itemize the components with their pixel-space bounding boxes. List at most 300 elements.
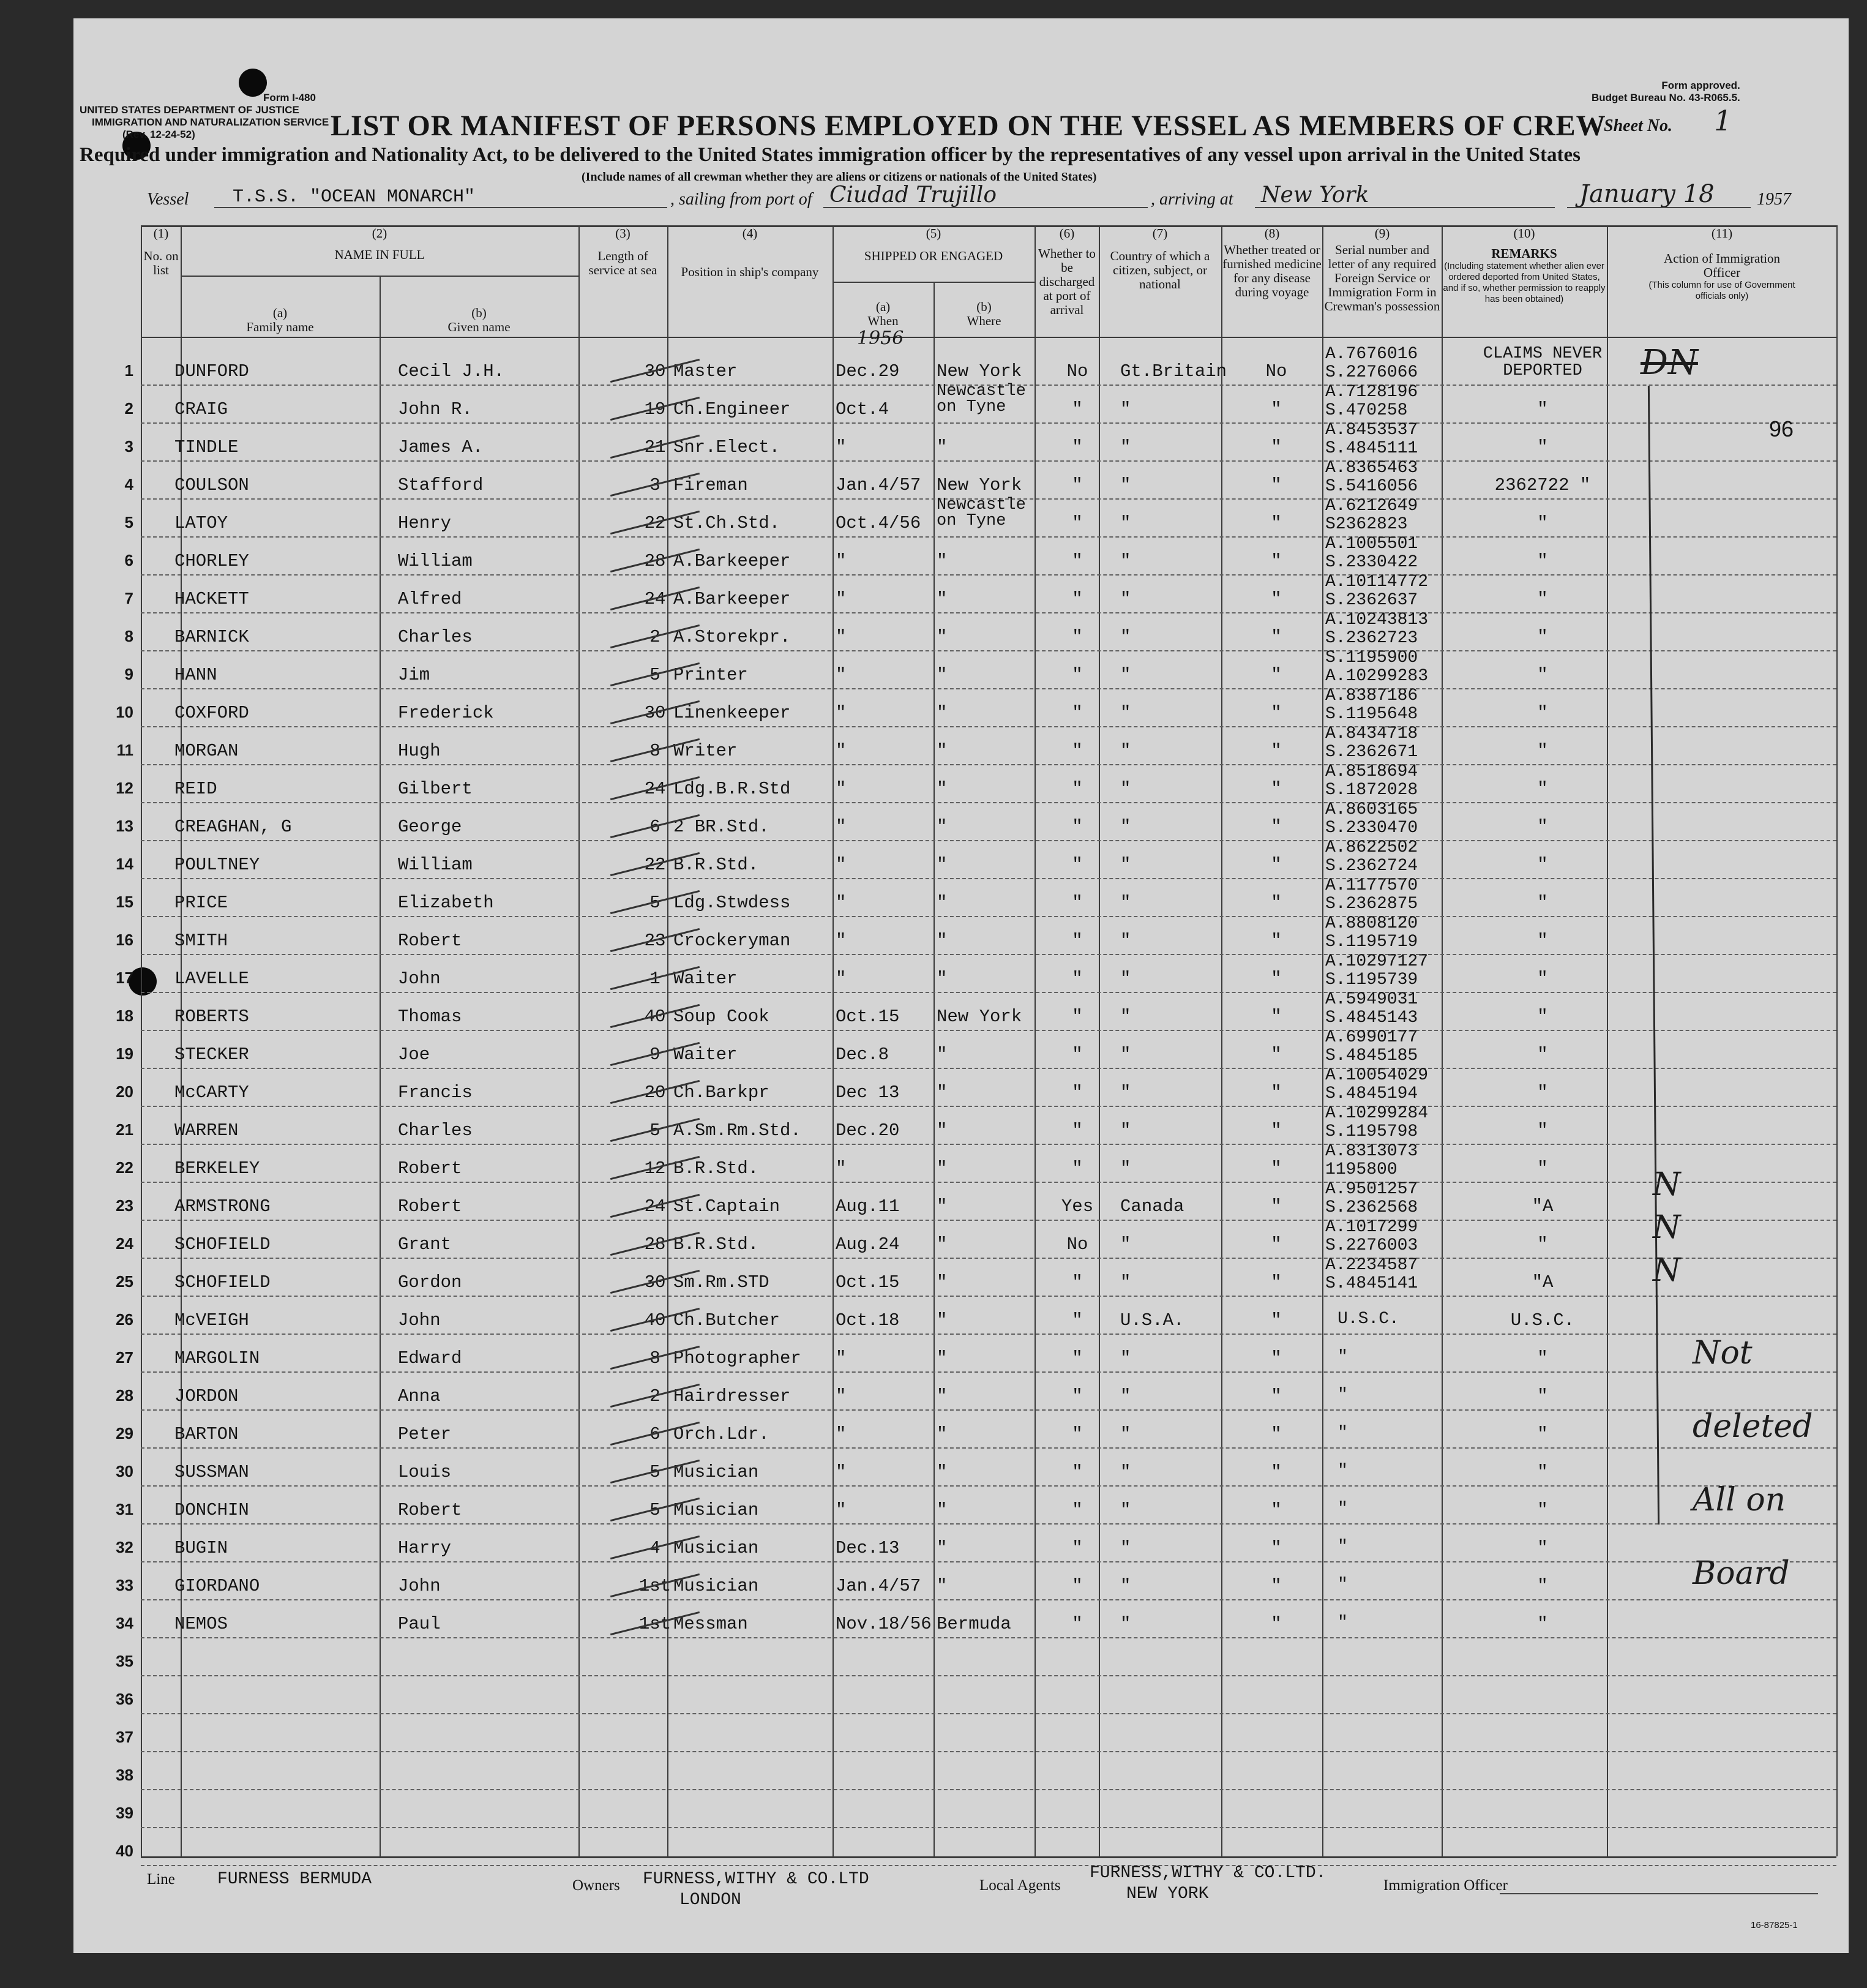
table-row: [116, 1752, 1836, 1790]
country: ": [1120, 1576, 1131, 1596]
shipped-where: ": [937, 1196, 948, 1217]
given-name: Cecil J.H.: [398, 361, 505, 381]
serial-a: A.10054029: [1325, 1066, 1429, 1085]
treated: ": [1271, 1386, 1282, 1406]
table-row: [124, 535, 1836, 576]
serial-a: A.6212649: [1325, 497, 1418, 516]
position: Musician: [673, 1538, 759, 1558]
grid-header-bottom: [141, 337, 1836, 338]
approval-block: [1592, 80, 1740, 104]
table-row: [124, 345, 1836, 386]
serial-numbers: [1325, 611, 1428, 648]
family-name: LAVELLE: [174, 969, 249, 989]
serial-a: A.8387186: [1325, 686, 1418, 705]
shipped-when: ": [836, 1386, 847, 1406]
table-row: [116, 762, 1836, 803]
serial-numbers: [1325, 421, 1418, 458]
serial-a: A.1017299: [1325, 1218, 1418, 1237]
shipped-where: ": [937, 817, 948, 837]
position: St.Captain: [673, 1196, 780, 1217]
position: B.R.Std.: [673, 1158, 759, 1179]
position: Crockeryman: [673, 931, 791, 951]
serial-s: ": [1338, 1537, 1348, 1556]
row-number: 30: [116, 1462, 133, 1480]
serial-s: S.2362637: [1325, 591, 1418, 610]
table-row: [116, 1180, 1836, 1221]
serial-numbers: [1325, 573, 1428, 610]
shipped-where: New York: [937, 361, 1022, 381]
col2a-label: Family name: [246, 320, 314, 334]
position: Sm.Rm.STD: [673, 1272, 769, 1292]
form-code: 16-87825-1: [1751, 1920, 1798, 1930]
col7-label: Country of which a citizen, subject, or national: [1110, 249, 1210, 291]
sheet-label: Sheet No.: [1604, 116, 1672, 135]
given-name: Paul: [398, 1614, 441, 1634]
shipped-when: ": [836, 1348, 847, 1368]
discharged: ": [1072, 1007, 1083, 1027]
row-number: 9: [124, 665, 133, 683]
serial-a: A.6990177: [1325, 1028, 1418, 1047]
position: Ch.Barkpr: [673, 1082, 769, 1103]
given-name: John: [398, 1576, 441, 1596]
remarks: CLAIMS NEVER DEPORTED: [1483, 345, 1603, 380]
country: ": [1120, 513, 1131, 533]
shipped-when: ": [836, 665, 847, 685]
row-number: 8: [124, 627, 133, 645]
service-length: 4: [649, 1538, 660, 1558]
country: ": [1120, 741, 1131, 761]
given-name: Robert: [398, 1500, 462, 1520]
row-number: 13: [116, 817, 133, 835]
line-label: Line: [147, 1871, 175, 1888]
table-row: [116, 1066, 1836, 1107]
shipped-where: ": [937, 589, 948, 609]
country: ": [1120, 1538, 1131, 1558]
service-length: 40: [644, 1310, 666, 1330]
treated: ": [1271, 1614, 1282, 1634]
family-name: HANN: [174, 665, 217, 685]
remarks: ": [1537, 1120, 1548, 1141]
country: ": [1120, 437, 1131, 457]
remarks: ": [1537, 513, 1548, 533]
row-number: 29: [116, 1424, 133, 1442]
given-name: Robert: [398, 1158, 462, 1179]
col9-header: [1323, 227, 1441, 313]
given-name: Grant: [398, 1234, 452, 1255]
form-header-block: [80, 92, 329, 141]
row-number: 19: [116, 1045, 133, 1063]
treated: No: [1265, 361, 1287, 381]
treated: ": [1271, 1045, 1282, 1065]
arrival-date: January 18: [1579, 180, 1715, 208]
table-row: [116, 1676, 1836, 1714]
serial-s: S.2362723: [1325, 629, 1418, 648]
serial-a: A.8603165: [1325, 800, 1418, 819]
position: Ldg.B.R.Std: [673, 779, 791, 799]
shipped-when: ": [836, 627, 847, 647]
serial-a: A.8313073: [1325, 1142, 1418, 1161]
table-row: [124, 496, 1836, 538]
serial-a: A.7128196: [1325, 383, 1418, 402]
given-name: Robert: [398, 1196, 462, 1217]
table-row: [116, 724, 1836, 765]
row-number: 16: [116, 931, 133, 949]
arriving-port: New York: [1261, 182, 1369, 208]
shipped-when: ": [836, 551, 847, 571]
remarks: ": [1537, 779, 1548, 799]
serial-a: A.10297127: [1325, 952, 1429, 971]
serial-numbers: [1325, 801, 1418, 838]
serial-a: A.8518694: [1325, 762, 1418, 781]
discharged: ": [1072, 817, 1083, 837]
col5-label: SHIPPED OR ENGAGED: [864, 249, 1003, 263]
country: ": [1120, 1045, 1131, 1065]
position: Fireman: [673, 475, 748, 495]
row-number: 31: [116, 1500, 133, 1518]
owners-city: LONDON: [679, 1891, 741, 1910]
serial-numbers: [1325, 497, 1418, 534]
country: ": [1120, 931, 1131, 951]
family-name: SCHOFIELD: [174, 1272, 271, 1292]
serial-s: S.1195719: [1325, 932, 1418, 951]
treated: ": [1271, 703, 1282, 723]
position: Musician: [673, 1500, 759, 1520]
row-number: 32: [116, 1538, 133, 1556]
manifest-sheet: [73, 18, 1849, 1953]
shipped-when: Aug.24: [836, 1234, 900, 1255]
row-number: 3: [124, 437, 133, 456]
shipped-where: ": [937, 779, 948, 799]
row-number: 22: [116, 1158, 133, 1177]
owners-value: FURNESS,WITHY & CO.LTD: [643, 1870, 869, 1889]
shipped-where: New York: [937, 475, 1022, 495]
row-number: 2: [124, 399, 133, 418]
shipped-when: Oct.15: [836, 1007, 900, 1027]
table-row: [124, 610, 1836, 651]
family-name: MORGAN: [174, 741, 239, 761]
given-name: William: [398, 551, 473, 571]
treated: ": [1271, 1272, 1282, 1292]
country: ": [1120, 399, 1131, 419]
discharged: ": [1072, 703, 1083, 723]
row-number: 10: [116, 703, 133, 721]
country: ": [1120, 779, 1131, 799]
row-number: 25: [116, 1272, 133, 1291]
given-name: Jim: [398, 665, 430, 685]
shipped-when: Oct.4: [836, 399, 889, 419]
service-length: 28: [644, 551, 666, 571]
treated: ": [1271, 399, 1282, 419]
col5a-year: 1956: [857, 328, 904, 349]
remarks: ": [1537, 1424, 1548, 1444]
treated: ": [1271, 969, 1282, 989]
row-number: 40: [116, 1842, 133, 1860]
service-length: 2: [649, 627, 660, 647]
col6-number: (6): [1059, 226, 1075, 241]
shipped-when: ": [836, 969, 847, 989]
col10-header: [1443, 227, 1606, 305]
check-marks: N N N: [1653, 1166, 1681, 1289]
row-number: 14: [116, 855, 133, 873]
treated: ": [1271, 513, 1282, 533]
country: ": [1120, 1007, 1131, 1027]
serial-numbers: [1325, 649, 1428, 686]
country: ": [1120, 1082, 1131, 1103]
col2b-label: Given name: [447, 320, 511, 334]
family-name: CRAIG: [174, 399, 228, 419]
page-title: LIST OR MANIFEST OF PERSONS EMPLOYED ON THE VESSEL AS MEMBERS OF CREW: [331, 110, 1606, 142]
shipped-where: ": [937, 1272, 948, 1292]
service-length: 8: [649, 1348, 660, 1368]
country: ": [1120, 703, 1131, 723]
col7-header: [1100, 227, 1220, 291]
table-row: [116, 1487, 1836, 1525]
treated: ": [1271, 1576, 1282, 1596]
discharged: ": [1072, 665, 1083, 685]
family-name: BUGIN: [174, 1538, 228, 1558]
service-length: 12: [644, 1158, 666, 1179]
remarks: "A: [1532, 1272, 1554, 1292]
discharged: ": [1072, 1348, 1083, 1368]
col5a-number: (a): [875, 299, 891, 314]
table-row: [116, 914, 1836, 955]
table-row: [116, 686, 1836, 727]
family-name: NEMOS: [174, 1614, 228, 1634]
row-number: 28: [116, 1386, 133, 1405]
table-row: [116, 1104, 1836, 1145]
col5b-header: [934, 300, 1035, 328]
officer-signature-line: [1500, 1893, 1818, 1894]
family-name: DUNFORD: [174, 361, 249, 381]
serial-s: S.2362568: [1325, 1198, 1418, 1217]
treated: ": [1271, 627, 1282, 647]
serial-s: S.4845185: [1325, 1046, 1418, 1065]
position: Soup Cook: [673, 1007, 769, 1027]
serial-s: ": [1338, 1461, 1348, 1480]
shipped-where: ": [937, 1348, 948, 1368]
discharged: ": [1072, 1538, 1083, 1558]
shipped-when: Dec 13: [836, 1082, 900, 1103]
shipped-when: Jan.4/57: [836, 1576, 921, 1596]
given-name: John R.: [398, 399, 473, 419]
service-length: 6: [649, 817, 660, 837]
family-name: STECKER: [174, 1045, 249, 1065]
serial-s: U.S.C.: [1338, 1310, 1399, 1329]
serial-a: A.2234587: [1325, 1256, 1418, 1275]
family-name: SMITH: [174, 931, 228, 951]
col8-number: (8): [1264, 226, 1280, 241]
position: Ch.Butcher: [673, 1310, 780, 1330]
col9-label: Serial number and letter of any required Foreign Service or Immigration Form in Crewman's possession: [1324, 242, 1440, 313]
shipped-where: ": [937, 1424, 948, 1444]
position: Writer: [673, 741, 738, 761]
serial-s: ": [1338, 1499, 1348, 1518]
family-name: PRICE: [174, 893, 228, 913]
serial-a: A.8365463: [1325, 459, 1418, 478]
grid-subline: [832, 282, 1035, 283]
table-row: [116, 1449, 1836, 1487]
serial-numbers: [1325, 1067, 1428, 1103]
position: Snr.Elect.: [673, 437, 780, 457]
shipped-where: ": [937, 1386, 948, 1406]
officer-note: Not deleted All on Board: [1693, 1335, 1813, 1592]
given-name: Hugh: [398, 741, 441, 761]
col3-label: Length of service at sea: [588, 249, 657, 277]
family-name: SCHOFIELD: [174, 1234, 271, 1255]
discharged: ": [1072, 551, 1083, 571]
remarks: ": [1537, 1576, 1548, 1596]
serial-numbers: [1325, 1180, 1418, 1217]
treated: ": [1271, 1462, 1282, 1482]
serial-s: S.2330422: [1325, 553, 1418, 572]
row-number: 33: [116, 1576, 133, 1594]
serial-s: S.4845141: [1325, 1274, 1418, 1293]
service-length: 21: [644, 437, 666, 457]
form-number: Form I-480: [263, 92, 316, 103]
serial-numbers: [1325, 1446, 1348, 1480]
serial-a: A.5949031: [1325, 990, 1418, 1009]
service-length: 9: [649, 1045, 660, 1065]
year: 1957: [1757, 190, 1791, 209]
family-name: DONCHIN: [174, 1500, 249, 1520]
serial-a: A.8434718: [1325, 724, 1418, 743]
serial-numbers: [1325, 1370, 1348, 1405]
country: ": [1120, 817, 1131, 837]
serial-a: A.8622502: [1325, 838, 1418, 857]
row-number: 39: [116, 1804, 133, 1822]
discharged: ": [1072, 1614, 1083, 1634]
serial-numbers: [1325, 1598, 1348, 1632]
serial-s: ": [1338, 1575, 1348, 1594]
col6-label: Whether to be discharged at port of arrival: [1038, 246, 1096, 317]
given-name: Stafford: [398, 475, 484, 495]
vessel-name: T.S.S. "OCEAN MONARCH": [233, 187, 476, 208]
treated: ": [1271, 589, 1282, 609]
country: ": [1120, 1614, 1131, 1634]
service-length: 5: [649, 665, 660, 685]
serial-a: A.8453537: [1325, 421, 1418, 440]
shipped-where: ": [937, 741, 948, 761]
serial-s: ": [1338, 1348, 1348, 1367]
family-name: WARREN: [174, 1120, 239, 1141]
arriving-underline: [1255, 207, 1555, 208]
agents-label: Local Agents: [979, 1877, 1061, 1894]
row-number: 38: [116, 1766, 133, 1784]
col11-header: [1608, 227, 1836, 302]
row-number: 7: [124, 589, 133, 607]
serial-s: S.1872028: [1325, 781, 1418, 800]
remarks: ": [1537, 1614, 1548, 1634]
discharged: ": [1072, 1424, 1083, 1444]
service-length: 19: [644, 399, 666, 419]
treated: ": [1271, 551, 1282, 571]
discharged: ": [1072, 1120, 1083, 1141]
service-length: 30: [644, 361, 666, 381]
owners-label: Owners: [572, 1877, 620, 1894]
officer-initials: DN: [1641, 343, 1698, 383]
given-name: Peter: [398, 1424, 452, 1444]
serial-numbers: [1325, 763, 1418, 800]
shipped-where: ": [937, 893, 948, 913]
vessel-underline: [214, 207, 667, 208]
serial-s: S.2330470: [1325, 819, 1418, 838]
family-name: GIORDANO: [174, 1576, 260, 1596]
table-row: [116, 876, 1836, 917]
shipped-when: ": [836, 1424, 847, 1444]
col6-header: [1036, 227, 1098, 317]
given-name: Francis: [398, 1082, 473, 1103]
given-name: Joe: [398, 1045, 430, 1065]
col9-number: (9): [1374, 226, 1390, 241]
remarks: ": [1537, 437, 1548, 457]
shipped-where: New York: [937, 1007, 1022, 1027]
department: UNITED STATES DEPARTMENT OF JUSTICE: [80, 104, 299, 116]
serial-a: A.10114772: [1325, 572, 1429, 591]
col2-header: [181, 227, 578, 262]
serial-s: ": [1338, 1386, 1348, 1405]
service-length: 24: [644, 1196, 666, 1217]
serial-numbers: [1325, 953, 1428, 989]
remarks: 2362722 ": [1494, 475, 1591, 495]
sailing-label: , sailing from port of: [670, 190, 812, 209]
position: Photographer: [673, 1348, 801, 1368]
service-length: 24: [644, 589, 666, 609]
table-row: [124, 648, 1836, 689]
discharged: Yes: [1061, 1196, 1094, 1217]
serial-s: S.2362724: [1325, 857, 1418, 876]
col11-number: (11): [1711, 226, 1733, 241]
table-row: [116, 1142, 1836, 1183]
discharged: ": [1072, 1462, 1083, 1482]
col2b-number: (b): [471, 306, 487, 320]
shipped-where: ": [937, 969, 948, 989]
page-subtitle: Required under immigration and Nationality Act, to be delivered to the United States immigration officer by the representatives of any vessel upon arrival in the United States: [80, 144, 1581, 166]
discharged: ": [1072, 589, 1083, 609]
serial-a: A.8808120: [1325, 914, 1418, 933]
col4-label: Position in ship's company: [681, 264, 819, 279]
col2-number: (2): [372, 226, 387, 241]
remarks: ": [1537, 741, 1548, 761]
shipped-when: ": [836, 893, 847, 913]
country: ": [1120, 969, 1131, 989]
col8-label: Whether treated or furnished medicine for any disease during voyage: [1222, 242, 1322, 299]
shipped-when: Dec.8: [836, 1045, 889, 1065]
given-name: John: [398, 969, 441, 989]
service-length: 30: [644, 1272, 666, 1292]
sheet-number: 1: [1714, 104, 1732, 137]
country: ": [1120, 1500, 1131, 1520]
position: B.R.Std.: [673, 855, 759, 875]
serial-a: A.7676016: [1325, 345, 1418, 364]
serial-s: S2362823: [1325, 515, 1408, 534]
col11-note: (This column for use of Government officials only): [1648, 280, 1795, 301]
remarks: ": [1537, 1158, 1548, 1179]
sailing-underline: [823, 207, 1148, 208]
agents-value: FURNESS,WITHY & CO.LTD.: [1090, 1864, 1326, 1883]
service-length: 5: [649, 1462, 660, 1482]
position: Musician: [673, 1462, 759, 1482]
position: Master: [673, 361, 738, 381]
shipped-when: Jan.4/57: [836, 475, 921, 495]
table-row: [116, 1828, 1836, 1866]
table-row: [124, 459, 1836, 500]
treated: ": [1271, 1158, 1282, 1179]
shipped-when: ": [836, 1500, 847, 1520]
given-name: Harry: [398, 1538, 452, 1558]
serial-numbers: [1325, 1522, 1348, 1556]
family-name: HACKETT: [174, 589, 249, 609]
remarks: ": [1537, 665, 1548, 685]
